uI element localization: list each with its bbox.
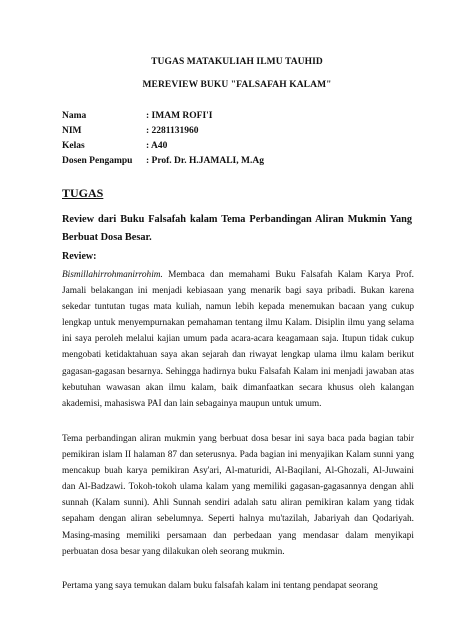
- review-paragraph-3: [62, 578, 414, 594]
- paragraph-text: Pertama yang saya temukan dalam buku falsafah kalam ini tentang pendapat seorang: [62, 581, 378, 591]
- paragraph-text: Tema perbandingan aliran mukmin yang berbuat dosa besar ini saya baca pada bagian tabir pemikiran islam II halaman 87 dan seterusnya. Pada bagian ini menyajikan Kalam sunni yang mencakup buah karya pemikiran Asy'ari, Al-maturidi, Al-Baqilani, Al-Ghozali, Al-Juwaini dan Al-Badzawi. Tokoh-tokoh ulama kalam yang memiliki gagasan-gagasannya dengan ahli sunnah (Kalam sunni). Ahli Sunnah sendiri adalah satu aliran pemikiran kalam yang tidak sepaham dengan aliran sebelumnya. Seperti halnya mu'tazilah, Jabariyah dan Qodariyah. Masing-masing memiliki persamaan dan perbedaan yang mendasar dalam menyikapi perbuatan dosa besar yang dilakukan oleh seorang mukmin.: [62, 434, 414, 557]
- review-paragraph-2: [62, 431, 414, 560]
- identity-label: Kelas: [62, 141, 85, 151]
- identity-value: : A40: [146, 141, 168, 151]
- review-title: Review dari Buku Falsafah kalam Tema Perbandingan Aliran Mukmin Yang Berbuat Dosa Besar.: [62, 214, 412, 243]
- opening-phrase: Bismillahirrohmanirrohim.: [62, 270, 163, 280]
- identity-label: NIM: [62, 126, 82, 136]
- paragraph-text: Membaca dan memahami Buku Falsafah Kalam Karya Prof. Jamali belakangan ini menjadi kebiasaan yang menarik bagi saya pribadi. Bukan karena sekedar tuntutan tugas mata kuliah, namun lebih kepada menemukan bacaan yang cukup lengkap untuk menyempurnakan pemahaman tentang ilmu Kalam. Disiplin ilmu yang selama ini saya peroleh melalui kajian umum pada acara-acara keagamaan saja. Itupun tidak cukup mengobati ketidaktahuan saya akan sejarah dan riwayat lengkap ulama ilmu kalam berikut gagasan-gagasan besarnya. Sehingga hadirnya buku Falsafah Kalam ini menjadi jawaban atas kebutuhan wawasan akan ilmu kalam, baik dimanfaatkan secara khusus oleh kalangan akademisi, mahasiswa PAI dan lain sebagainya maupun untuk umum.: [62, 270, 414, 409]
- section-title: TUGAS: [62, 186, 104, 200]
- identity-label: Dosen Pengampu: [62, 156, 133, 166]
- review-label: Review:: [62, 251, 97, 262]
- assignment-subtitle: MEREVIEW BUKU "FALSAFAH KALAM": [142, 80, 332, 90]
- identity-value: : Prof. Dr. H.JAMALI, M.Ag: [146, 156, 264, 166]
- assignment-title: TUGAS MATAKULIAH ILMU TAUHID: [151, 57, 323, 67]
- identity-value: : 2281131960: [146, 126, 199, 136]
- identity-value: : IMAM ROFI'I: [146, 111, 213, 121]
- review-paragraph-1: [62, 267, 414, 412]
- identity-label: Nama: [62, 111, 87, 121]
